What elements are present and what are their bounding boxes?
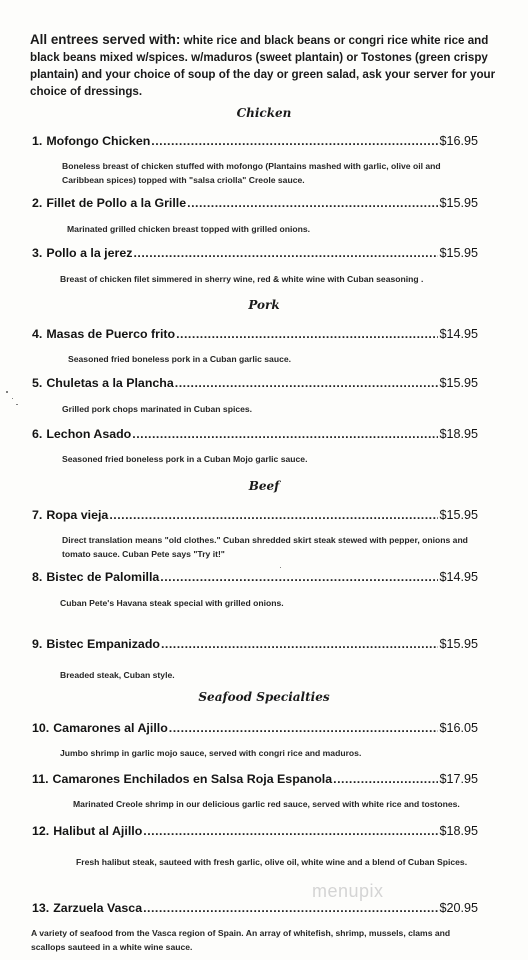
item-name: Camarones al Ajillo xyxy=(53,721,168,735)
section-title-pork: Pork xyxy=(248,298,280,312)
item-price: $20.95 xyxy=(439,901,478,915)
item-description: Jumbo shrimp in garlic mojo sauce, served with congri rice and maduros. xyxy=(60,748,362,758)
leader-dots xyxy=(151,134,438,148)
item-price: $15.95 xyxy=(439,376,478,390)
item-price: $15.95 xyxy=(439,508,478,522)
item-number: 10. xyxy=(32,721,50,735)
item-description: Direct translation means "old clothes." Cuban shredded skirt steak stewed with pepper, onions and tomato sauce. Cuban Pete says "Try it!" xyxy=(62,535,468,559)
item-number: 1. xyxy=(32,134,43,148)
speck xyxy=(280,567,281,568)
leader-dots xyxy=(187,196,438,210)
item-description: Marinated Creole shrimp in our delicious garlic red sauce, served with white rice and tostones. xyxy=(73,799,460,809)
leader-dots xyxy=(169,721,439,735)
leader-dots xyxy=(160,570,438,584)
item-number: 11. xyxy=(32,772,49,786)
speck xyxy=(12,398,13,399)
item-row xyxy=(32,427,478,441)
section-title-seafood: Seafood Specialties xyxy=(198,690,330,704)
item-description: Seasoned fried boneless pork in a Cuban garlic sauce. xyxy=(68,354,292,364)
speck xyxy=(16,404,18,405)
leader-dots xyxy=(109,508,438,522)
item-number: 7. xyxy=(32,508,43,522)
item-row xyxy=(32,721,478,735)
section-title-beef: Beef xyxy=(248,479,280,493)
item-row xyxy=(32,508,478,522)
item-name: Bistec de Palomilla xyxy=(46,570,160,584)
item-description: Breast of chicken filet simmered in sherry wine, red & white wine with Cuban seasoning . xyxy=(60,274,424,284)
section-title-chicken: Chicken xyxy=(236,106,292,120)
item-price: $16.05 xyxy=(439,721,478,735)
item-number: 9. xyxy=(32,637,43,651)
item-price: $15.95 xyxy=(439,196,478,210)
item-name: Masas de Puerco frito xyxy=(46,327,176,341)
item-price: $15.95 xyxy=(439,637,478,651)
speck xyxy=(6,391,8,393)
item-name: Bistec Empanizado xyxy=(46,637,160,651)
item-number: 12. xyxy=(32,824,50,838)
watermark: menupix xyxy=(312,881,384,901)
item-number: 4. xyxy=(32,327,43,341)
item-price: $17.95 xyxy=(439,772,478,786)
item-price: $18.95 xyxy=(439,427,478,441)
leader-dots xyxy=(175,376,439,390)
item-row xyxy=(32,772,478,786)
item-description: Cuban Pete's Havana steak special with grilled onions. xyxy=(60,598,284,608)
item-price: $14.95 xyxy=(439,570,478,584)
item-number: 8. xyxy=(32,570,43,584)
intro-text: white rice and black beans or congri rice white rice and black beans mixed w/spices. w/maduros (sweet plantain) or Tostones (green crispy plantain) and your choice of soup of the day or green salad, ask your server for your choice of dressings. xyxy=(30,34,496,98)
item-row xyxy=(32,824,478,838)
item-description: Marinated grilled chicken breast topped with grilled onions. xyxy=(67,224,311,234)
item-name: Chuletas a la Plancha xyxy=(46,376,174,390)
intro-lead: All entrees served with: xyxy=(30,32,181,47)
item-name: Pollo a la jerez xyxy=(46,246,133,260)
item-price: $16.95 xyxy=(439,134,478,148)
item-row xyxy=(32,134,478,148)
item-name: Zarzuela Vasca xyxy=(53,901,143,915)
item-name: Lechon Asado xyxy=(46,427,132,441)
item-description: Fresh halibut steak, sauteed with fresh garlic, olive oil, white wine and a blend of Cuban Spices. xyxy=(76,857,468,867)
item-name: Ropa vieja xyxy=(46,508,109,522)
item-name: Halibut al Ajillo xyxy=(53,824,143,838)
item-row xyxy=(32,637,478,651)
item-number: 5. xyxy=(32,376,43,390)
leader-dots xyxy=(161,637,439,651)
item-name: Camarones Enchilados en Salsa Roja Espanola xyxy=(52,772,333,786)
item-description: Boneless breast of chicken stuffed with mofongo (Plantains mashed with garlic, olive oil and Caribbean spices) topped with "salsa criolla" Creole sauce. xyxy=(62,161,441,185)
item-number: 3. xyxy=(32,246,43,260)
item-number: 13. xyxy=(32,901,50,915)
item-row xyxy=(32,196,478,210)
item-description: Breaded steak, Cuban style. xyxy=(60,670,175,680)
item-description: Seasoned fried boneless pork in a Cuban Mojo garlic sauce. xyxy=(62,454,308,464)
leader-dots xyxy=(132,427,438,441)
item-name: Mofongo Chicken xyxy=(46,134,151,148)
leader-dots xyxy=(143,901,438,915)
item-description: Grilled pork chops marinated in Cuban spices. xyxy=(62,404,253,414)
item-number: 6. xyxy=(32,427,43,441)
item-price: $14.95 xyxy=(439,327,478,341)
item-row xyxy=(32,327,478,341)
leader-dots xyxy=(133,246,438,260)
item-price: $15.95 xyxy=(439,246,478,260)
item-row xyxy=(32,901,478,915)
item-row xyxy=(32,376,478,390)
item-name: Fillet de Pollo a la Grille xyxy=(46,196,187,210)
leader-dots xyxy=(176,327,438,341)
leader-dots xyxy=(143,824,438,838)
item-row xyxy=(32,246,478,260)
item-description: A variety of seafood from the Vasca region of Spain. An array of whitefish, shrimp, mussels, clams and scallops sauteed in a white wine sauce. xyxy=(31,928,451,952)
item-number: 2. xyxy=(32,196,43,210)
item-price: $18.95 xyxy=(439,824,478,838)
intro-paragraph xyxy=(30,31,508,100)
leader-dots xyxy=(333,772,438,786)
item-row xyxy=(32,570,478,584)
